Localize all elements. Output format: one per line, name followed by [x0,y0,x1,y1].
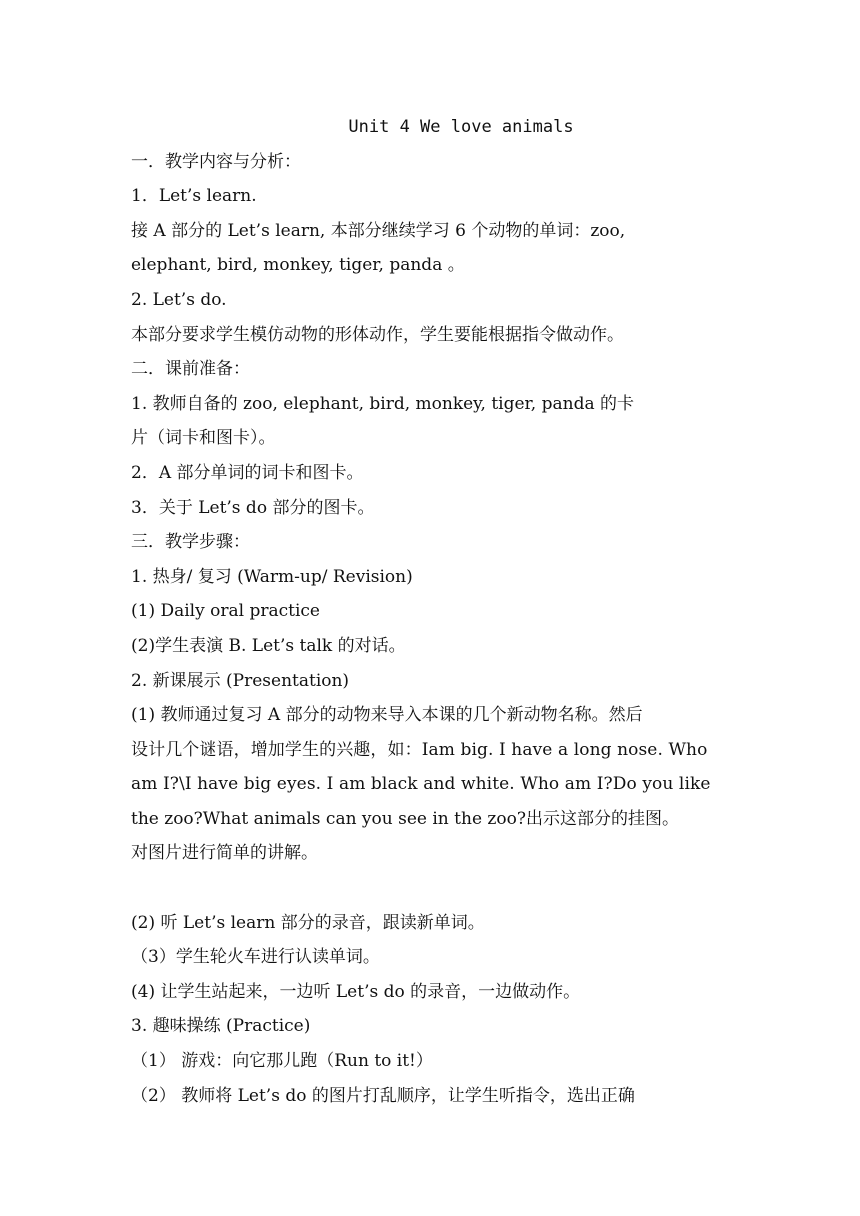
section-heading-steps: 三．教学步骤： [131,532,250,553]
text-line: 2. Let’s do. [131,289,227,310]
text-line: 对图片进行简单的讲解。 [131,843,318,864]
text-line: 本部分要求学生模仿动物的形体动作，学生要能根据指令做动作。 [131,324,624,345]
text-line: （2） 教师将 Let’s do 的图片打乱顺序，让学生听指令，选出正确 [131,1085,635,1106]
blank-line [131,871,731,906]
text-line: elephant, bird, monkey, tiger, panda 。 [131,255,465,276]
text-line: am I?\I have big eyes. I am black and white. Who am I?Do you like [131,774,711,795]
text-line: 1．Let’s learn. [131,186,257,207]
text-line: (2) 听 Let’s learn 部分的录音，跟读新单词。 [131,912,485,933]
document-page [131,110,731,1113]
text-line: 1. 教师自备的 zoo, elephant, bird, monkey, tiger, panda 的卡 [131,393,634,414]
text-line: 设计几个谜语，增加学生的兴趣，如：Iam big. I have a long nose. Who [131,739,708,760]
text-line: (1) Daily oral practice [131,601,320,622]
text-line: 2. 新课展示 (Presentation) [131,670,350,691]
section-heading-content: 一．教学内容与分析： [131,151,301,172]
text-line: （3）学生轮火车进行认读单词。 [131,947,380,968]
text-line: (2)学生表演 B. Let’s talk 的对话。 [131,635,406,656]
text-line: 2．A 部分单词的词卡和图卡。 [131,462,364,483]
text-line: 1. 热身/ 复习 (Warm-up/ Revision) [131,566,413,587]
text-line: the zoo?What animals can you see in the zoo?出示这部分的挂图。 [131,808,679,829]
text-line: (1) 教师通过复习 A 部分的动物来导入本课的几个新动物名称。然后 [131,705,643,726]
text-line: 接 A 部分的 Let’s learn, 本部分继续学习 6 个动物的单词：zoo, [131,220,626,241]
text-line: 3. 趣味操练 (Practice) [131,1016,311,1037]
document-title: Unit 4 We love animals [348,117,574,137]
text-line: （1） 游戏：向它那儿跑（Run to it!） [131,1051,433,1072]
section-heading-preparation: 二．课前准备： [131,359,250,380]
text-line: 片（词卡和图卡）。 [131,428,276,449]
text-line: (4) 让学生站起来，一边听 Let’s do 的录音，一边做动作。 [131,981,581,1002]
text-line: 3．关于 Let’s do 部分的图卡。 [131,497,375,518]
